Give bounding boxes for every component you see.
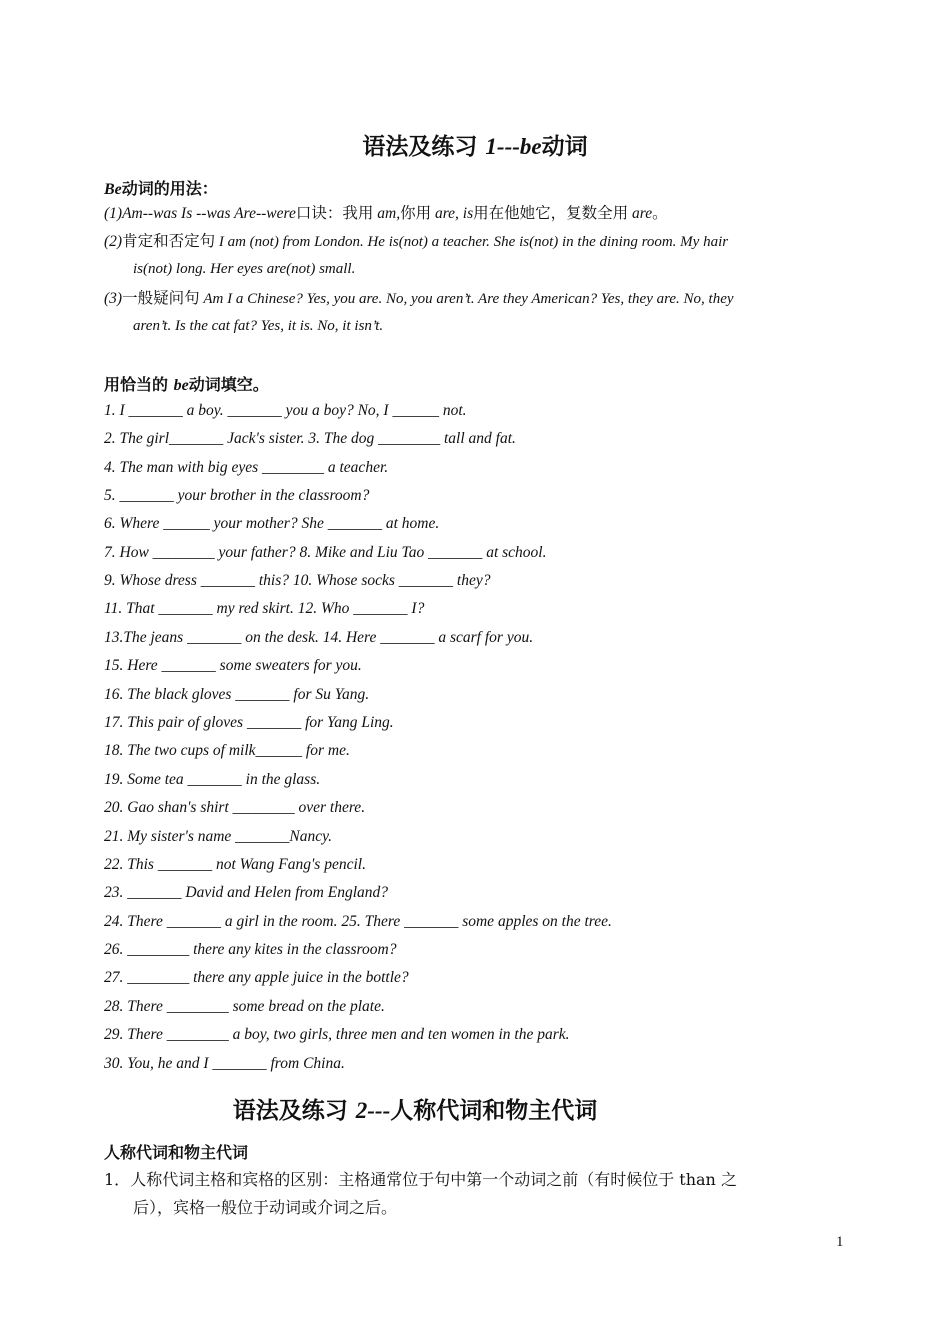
exercise-item: 16. The black gloves _______ for Su Yang.	[104, 686, 370, 703]
rule-3-line-2: aren’t. Is the cat fat? Yes, it is. No, it isn’t.	[133, 318, 384, 334]
rule-2	[104, 228, 844, 283]
exercise-item: 19. Some tea _______ in the glass.	[104, 771, 321, 788]
exercise-item: 2. The girl_______ Jack's sister. 3. The dog ________ tall and fat.	[104, 430, 516, 447]
rule-3	[104, 285, 844, 340]
exercise-item: 6. Where ______ your mother? She _______ at home.	[104, 515, 440, 532]
title-grammar-be: 语法及练习 1---be动词	[362, 133, 588, 160]
pronoun-point-1-line-2: 后），宾格一般位于动词或介词之后。	[133, 1198, 398, 1217]
exercise-item: 30. You, he and I _______ from China.	[104, 1055, 345, 1072]
rule-2-line-1: (2)肯定和否定句 I am (not) from London. He is(not) a teacher. She is(not) in the dining room. My hair	[104, 232, 729, 250]
exercise-item: 22. This _______ not Wang Fang's pencil.	[104, 856, 366, 873]
exercise-item: 21. My sister's name _______Nancy.	[104, 828, 333, 845]
exercise-item: 20. Gao shan's shirt ________ over there.	[104, 799, 366, 816]
exercise-heading: 用恰当的 be动词填空。	[104, 375, 269, 394]
pronoun-point-1	[104, 1166, 844, 1222]
exercise-item: 11. That _______ my red skirt. 12. Who _______ I?	[104, 600, 425, 617]
title-grammar-pronouns: 语法及练习 2---人称代词和物主代词	[232, 1097, 598, 1124]
pronoun-point-1-line-1: 1．人称代词主格和宾格的区别：主格通常位于句中第一个动词之前（有时候位于 than 之	[104, 1170, 737, 1189]
exercise-item: 9. Whose dress _______ this? 10. Whose socks _______ they?	[104, 572, 491, 589]
exercise-item: 4. The man with big eyes ________ a teacher.	[104, 459, 389, 476]
exercise-item: 5. _______ your brother in the classroom?	[104, 487, 370, 504]
exercise-item: 23. _______ David and Helen from England?	[104, 884, 388, 901]
exercise-item: 13.The jeans _______ on the desk. 14. Here _______ a scarf for you.	[104, 629, 534, 646]
usage-heading: Be动词的用法：	[104, 179, 218, 198]
exercise-item: 29. There ________ a boy, two girls, three men and ten women in the park.	[104, 1026, 570, 1043]
rule-1: (1)Am--was Is --was Are--were口诀：我用 am,你用 are, is用在他她它，复数全用 are。	[104, 204, 668, 222]
exercise-item: 1. I _______ a boy. _______ you a boy? No, I ______ not.	[104, 402, 467, 419]
exercise-item: 15. Here _______ some sweaters for you.	[104, 657, 362, 674]
page-number: 1	[836, 1234, 844, 1250]
exercise-item: 28. There ________ some bread on the plate.	[104, 998, 385, 1015]
pronoun-heading: 人称代词和物主代词	[104, 1143, 249, 1162]
exercise-item: 17. This pair of gloves _______ for Yang Ling.	[104, 714, 394, 731]
exercise-item: 26. ________ there any kites in the classroom?	[104, 941, 397, 958]
exercise-item: 24. There _______ a girl in the room. 25. There _______ some apples on the tree.	[104, 913, 612, 930]
exercise-item: 18. The two cups of milk______ for me.	[104, 742, 350, 759]
exercise-item: 7. How ________ your father? 8. Mike and Liu Tao _______ at school.	[104, 544, 547, 561]
rule-2-line-2: is(not) long. Her eyes are(not) small.	[133, 261, 356, 277]
rule-3-line-1: (3)一般疑问句 Am I a Chinese? Yes, you are. No, you aren’t. Are they American? Yes, they are. No, they	[104, 289, 734, 307]
exercise-item: 27. ________ there any apple juice in the bottle?	[104, 969, 409, 986]
